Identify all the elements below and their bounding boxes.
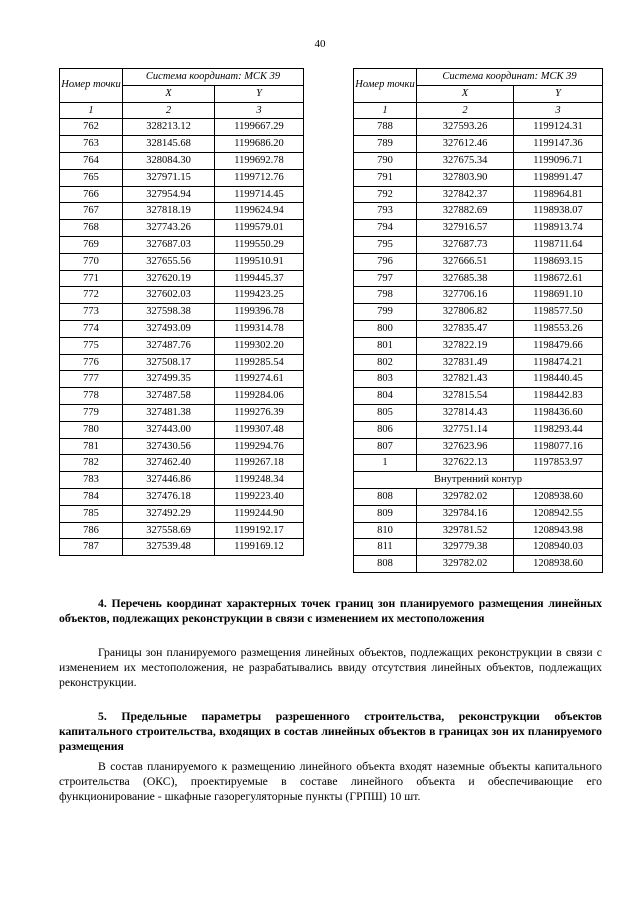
- table-row: [60, 253, 304, 270]
- y-coordinate-cell: 1199124.31: [514, 119, 603, 136]
- table-row: [60, 438, 304, 455]
- coordinate-system-header: Система координат: МСК 39: [123, 69, 304, 86]
- table-row: [354, 270, 603, 287]
- y-coordinate-cell: 1199423.25: [215, 287, 304, 304]
- y-coordinate-cell: 1208942.55: [514, 505, 603, 522]
- x-header: X: [417, 85, 514, 102]
- table-row: [354, 320, 603, 337]
- y-coordinate-cell: 1208943.98: [514, 522, 603, 539]
- x-coordinate-cell: 329779.38: [417, 539, 514, 556]
- table-row: [354, 505, 603, 522]
- table-row: [354, 455, 603, 472]
- point-number-cell: 806: [354, 421, 417, 438]
- x-coordinate-cell: 327612.46: [417, 136, 514, 153]
- y-coordinate-cell: 1199692.78: [215, 152, 304, 169]
- point-number-cell: 801: [354, 337, 417, 354]
- point-number-cell: 802: [354, 354, 417, 371]
- y-coordinate-cell: 1199510.91: [215, 253, 304, 270]
- x-coordinate-cell: 327499.35: [123, 371, 215, 388]
- table-row: [60, 270, 304, 287]
- right-table-body: [354, 119, 603, 472]
- x-coordinate-cell: 327687.03: [123, 236, 215, 253]
- x-coordinate-cell: 327430.56: [123, 438, 215, 455]
- point-number-cell: 803: [354, 371, 417, 388]
- table-row: [60, 472, 304, 489]
- column-number: 1: [60, 102, 123, 119]
- y-coordinate-cell: 1199712.76: [215, 169, 304, 186]
- table-row: [60, 320, 304, 337]
- x-coordinate-cell: 327558.69: [123, 522, 215, 539]
- x-coordinate-cell: 327971.15: [123, 169, 215, 186]
- table-row: [354, 404, 603, 421]
- x-coordinate-cell: 327751.14: [417, 421, 514, 438]
- y-coordinate-cell: 1208938.60: [514, 488, 603, 505]
- y-coordinate-cell: 1199396.78: [215, 304, 304, 321]
- coordinates-table-right: [353, 68, 603, 573]
- y-coordinate-cell: 1198293.44: [514, 421, 603, 438]
- table-row: [354, 304, 603, 321]
- point-number-cell: 767: [60, 203, 123, 220]
- point-number-cell: 787: [60, 539, 123, 556]
- table-row: [60, 505, 304, 522]
- point-number-cell: 792: [354, 186, 417, 203]
- x-coordinate-cell: 327602.03: [123, 287, 215, 304]
- x-coordinate-cell: 329782.02: [417, 488, 514, 505]
- inner-contour-body: [354, 488, 603, 572]
- y-coordinate-cell: 1198440.45: [514, 371, 603, 388]
- x-coordinate-cell: 328084.30: [123, 152, 215, 169]
- column-number: 1: [354, 102, 417, 119]
- point-number-cell: 809: [354, 505, 417, 522]
- table-row: [354, 203, 603, 220]
- table-row: [354, 220, 603, 237]
- table-row: [60, 404, 304, 421]
- x-header: X: [123, 85, 215, 102]
- point-number-cell: 764: [60, 152, 123, 169]
- y-coordinate-cell: 1199294.76: [215, 438, 304, 455]
- table-row: [354, 337, 603, 354]
- x-coordinate-cell: 327623.96: [417, 438, 514, 455]
- y-header: Y: [514, 85, 603, 102]
- table-row: [354, 152, 603, 169]
- x-coordinate-cell: 327539.48: [123, 539, 215, 556]
- point-number-cell: 776: [60, 354, 123, 371]
- x-coordinate-cell: 327803.90: [417, 169, 514, 186]
- coordinate-system-header: Система координат: МСК 39: [417, 69, 603, 86]
- point-number-cell: 808: [354, 488, 417, 505]
- section-4-text: Границы зон планируемого размещения линейных объектов, подлежащих реконструкции в связи с изменением их местоположения, не разрабатывались ввиду отсутствия линейных объектов, подлежащих реконструкции.: [59, 646, 602, 689]
- point-number-cell: 786: [60, 522, 123, 539]
- point-number-cell: 791: [354, 169, 417, 186]
- point-number-cell: 781: [60, 438, 123, 455]
- point-number-cell: 768: [60, 220, 123, 237]
- y-coordinate-cell: 1199284.06: [215, 388, 304, 405]
- x-coordinate-cell: 327492.29: [123, 505, 215, 522]
- y-coordinate-cell: 1198991.47: [514, 169, 603, 186]
- table-row: [60, 388, 304, 405]
- y-coordinate-cell: 1198711.64: [514, 236, 603, 253]
- x-coordinate-cell: 329781.52: [417, 522, 514, 539]
- point-number-cell: 778: [60, 388, 123, 405]
- x-coordinate-cell: 329784.16: [417, 505, 514, 522]
- point-number-cell: 785: [60, 505, 123, 522]
- y-coordinate-cell: 1198442.83: [514, 388, 603, 405]
- page-number: 40: [314, 38, 326, 50]
- point-number-cell: 807: [354, 438, 417, 455]
- x-coordinate-cell: 327487.76: [123, 337, 215, 354]
- point-number-cell: 811: [354, 539, 417, 556]
- y-coordinate-cell: 1199714.45: [215, 186, 304, 203]
- point-number-cell: 762: [60, 119, 123, 136]
- x-coordinate-cell: 327620.19: [123, 270, 215, 287]
- point-number-cell: 789: [354, 136, 417, 153]
- table-row: [354, 253, 603, 270]
- x-coordinate-cell: 327598.38: [123, 304, 215, 321]
- point-number-cell: 798: [354, 287, 417, 304]
- y-coordinate-cell: 1197853.97: [514, 455, 603, 472]
- table-row: [354, 354, 603, 371]
- x-coordinate-cell: 327655.56: [123, 253, 215, 270]
- y-coordinate-cell: 1199579.01: [215, 220, 304, 237]
- y-coordinate-cell: 1199550.29: [215, 236, 304, 253]
- y-coordinate-cell: 1199223.40: [215, 488, 304, 505]
- y-coordinate-cell: 1198479.66: [514, 337, 603, 354]
- point-number-cell: 774: [60, 320, 123, 337]
- table-row: [60, 539, 304, 556]
- table-row: [354, 119, 603, 136]
- point-number-cell: 782: [60, 455, 123, 472]
- y-coordinate-cell: 1199147.36: [514, 136, 603, 153]
- table-row: [354, 136, 603, 153]
- point-number-header: Номер точки: [354, 69, 417, 103]
- table-row: [354, 488, 603, 505]
- section-5-text: В состав планируемого к размещению линейного объекта входят наземные объекты капитального строительства (ОКС), проектируемые в составе линейного объекта и обеспечивающие его функционирование - шкафные газорегуляторные пункты (ГРПШ) 10 шт.: [59, 760, 602, 803]
- y-coordinate-cell: 1199192.17: [215, 522, 304, 539]
- x-coordinate-cell: 327593.26: [417, 119, 514, 136]
- y-coordinate-cell: 1199276.39: [215, 404, 304, 421]
- y-coordinate-cell: 1208940.03: [514, 539, 603, 556]
- x-coordinate-cell: 327462.40: [123, 455, 215, 472]
- y-coordinate-cell: 1198553.26: [514, 320, 603, 337]
- table-row: [60, 119, 304, 136]
- point-number-cell: 766: [60, 186, 123, 203]
- x-coordinate-cell: 327954.94: [123, 186, 215, 203]
- column-number: 2: [123, 102, 215, 119]
- table-row: [60, 522, 304, 539]
- table-row: [354, 388, 603, 405]
- table-row: [60, 169, 304, 186]
- y-coordinate-cell: 1198938.07: [514, 203, 603, 220]
- y-coordinate-cell: 1199686.20: [215, 136, 304, 153]
- point-number-cell: 765: [60, 169, 123, 186]
- point-number-cell: 779: [60, 404, 123, 421]
- point-number-cell: 775: [60, 337, 123, 354]
- x-coordinate-cell: 327831.49: [417, 354, 514, 371]
- table-row: [354, 371, 603, 388]
- y-coordinate-cell: 1199314.78: [215, 320, 304, 337]
- y-coordinate-cell: 1199244.90: [215, 505, 304, 522]
- y-coordinate-cell: 1199302.20: [215, 337, 304, 354]
- table-row: [354, 438, 603, 455]
- point-number-cell: 790: [354, 152, 417, 169]
- y-coordinate-cell: 1208938.60: [514, 556, 603, 573]
- y-coordinate-cell: 1198077.16: [514, 438, 603, 455]
- table-row: [60, 287, 304, 304]
- column-number: 2: [417, 102, 514, 119]
- inner-contour-label: Внутренний контур: [354, 472, 603, 489]
- x-coordinate-cell: 327476.18: [123, 488, 215, 505]
- point-number-cell: 796: [354, 253, 417, 270]
- y-coordinate-cell: 1199248.34: [215, 472, 304, 489]
- table-row: [354, 236, 603, 253]
- x-coordinate-cell: 327487.58: [123, 388, 215, 405]
- x-coordinate-cell: 327493.09: [123, 320, 215, 337]
- table-row: [60, 304, 304, 321]
- point-number-cell: 800: [354, 320, 417, 337]
- y-coordinate-cell: 1199267.18: [215, 455, 304, 472]
- x-coordinate-cell: 327818.19: [123, 203, 215, 220]
- table-row: [354, 169, 603, 186]
- point-number-cell: 810: [354, 522, 417, 539]
- table-row: [60, 455, 304, 472]
- x-coordinate-cell: 329782.02: [417, 556, 514, 573]
- table-row: [354, 421, 603, 438]
- table-row: [60, 236, 304, 253]
- y-header: Y: [215, 85, 304, 102]
- table-row: [60, 488, 304, 505]
- point-number-cell: 763: [60, 136, 123, 153]
- x-coordinate-cell: 327675.34: [417, 152, 514, 169]
- table-row: [354, 556, 603, 573]
- table-row: [60, 203, 304, 220]
- point-number-cell: 805: [354, 404, 417, 421]
- point-number-cell: 783: [60, 472, 123, 489]
- y-coordinate-cell: 1199624.94: [215, 203, 304, 220]
- coordinates-table-left: [59, 68, 304, 556]
- x-coordinate-cell: 328145.68: [123, 136, 215, 153]
- table-row: [60, 186, 304, 203]
- x-coordinate-cell: 327706.16: [417, 287, 514, 304]
- column-number: 3: [215, 102, 304, 119]
- y-coordinate-cell: 1199096.71: [514, 152, 603, 169]
- x-coordinate-cell: 327821.43: [417, 371, 514, 388]
- table-row: [60, 220, 304, 237]
- x-coordinate-cell: 327443.00: [123, 421, 215, 438]
- point-number-cell: 808: [354, 556, 417, 573]
- point-number-cell: 773: [60, 304, 123, 321]
- point-number-cell: 777: [60, 371, 123, 388]
- x-coordinate-cell: 327622.13: [417, 455, 514, 472]
- point-number-cell: 771: [60, 270, 123, 287]
- point-number-cell: 780: [60, 421, 123, 438]
- x-coordinate-cell: 327685.38: [417, 270, 514, 287]
- point-number-cell: 795: [354, 236, 417, 253]
- x-coordinate-cell: 327481.38: [123, 404, 215, 421]
- table-row: [60, 371, 304, 388]
- y-coordinate-cell: 1198691.10: [514, 287, 603, 304]
- point-number-cell: 769: [60, 236, 123, 253]
- table-row: [354, 186, 603, 203]
- point-number-cell: 772: [60, 287, 123, 304]
- y-coordinate-cell: 1199667.29: [215, 119, 304, 136]
- x-coordinate-cell: 327806.82: [417, 304, 514, 321]
- y-coordinate-cell: 1198577.50: [514, 304, 603, 321]
- x-coordinate-cell: 327508.17: [123, 354, 215, 371]
- point-number-cell: 799: [354, 304, 417, 321]
- y-coordinate-cell: 1198672.61: [514, 270, 603, 287]
- point-number-cell: 797: [354, 270, 417, 287]
- section-4-heading: 4. Перечень координат характерных точек границ зон планируемого размещения линейных объектов, подлежащих реконструкции в связи с изменением их местоположения: [59, 597, 602, 625]
- x-coordinate-cell: 327687.73: [417, 236, 514, 253]
- y-coordinate-cell: 1199274.61: [215, 371, 304, 388]
- inner-contour-row: [354, 472, 603, 489]
- point-number-cell: 804: [354, 388, 417, 405]
- table-row: [60, 337, 304, 354]
- x-coordinate-cell: 327835.47: [417, 320, 514, 337]
- point-number-cell: 788: [354, 119, 417, 136]
- column-number: 3: [514, 102, 603, 119]
- section-5-heading: 5. Предельные параметры разрешенного строительства, реконструкции объектов капитального строительства, входящих в состав линейных объектов в границах зон их планируемого размещения: [59, 710, 602, 753]
- table-row: [354, 522, 603, 539]
- table-row: [354, 539, 603, 556]
- x-coordinate-cell: 327882.69: [417, 203, 514, 220]
- point-number-cell: 794: [354, 220, 417, 237]
- y-coordinate-cell: 1198474.21: [514, 354, 603, 371]
- table-row: [60, 421, 304, 438]
- x-coordinate-cell: 327814.43: [417, 404, 514, 421]
- x-coordinate-cell: 327822.19: [417, 337, 514, 354]
- table-row: [60, 354, 304, 371]
- y-coordinate-cell: 1199169.12: [215, 539, 304, 556]
- y-coordinate-cell: 1198436.60: [514, 404, 603, 421]
- left-table-body: [60, 119, 304, 556]
- point-number-cell: 1: [354, 455, 417, 472]
- y-coordinate-cell: 1199307.48: [215, 421, 304, 438]
- x-coordinate-cell: 327743.26: [123, 220, 215, 237]
- x-coordinate-cell: 327446.86: [123, 472, 215, 489]
- y-coordinate-cell: 1198964.81: [514, 186, 603, 203]
- point-number-header: Номер точки: [60, 69, 123, 103]
- x-coordinate-cell: 327916.57: [417, 220, 514, 237]
- y-coordinate-cell: 1198693.15: [514, 253, 603, 270]
- y-coordinate-cell: 1198913.74: [514, 220, 603, 237]
- table-row: [354, 287, 603, 304]
- y-coordinate-cell: 1199285.54: [215, 354, 304, 371]
- x-coordinate-cell: 327666.51: [417, 253, 514, 270]
- point-number-cell: 770: [60, 253, 123, 270]
- x-coordinate-cell: 327815.54: [417, 388, 514, 405]
- point-number-cell: 784: [60, 488, 123, 505]
- table-row: [60, 136, 304, 153]
- x-coordinate-cell: 327842.37: [417, 186, 514, 203]
- point-number-cell: 793: [354, 203, 417, 220]
- y-coordinate-cell: 1199445.37: [215, 270, 304, 287]
- table-row: [60, 152, 304, 169]
- x-coordinate-cell: 328213.12: [123, 119, 215, 136]
